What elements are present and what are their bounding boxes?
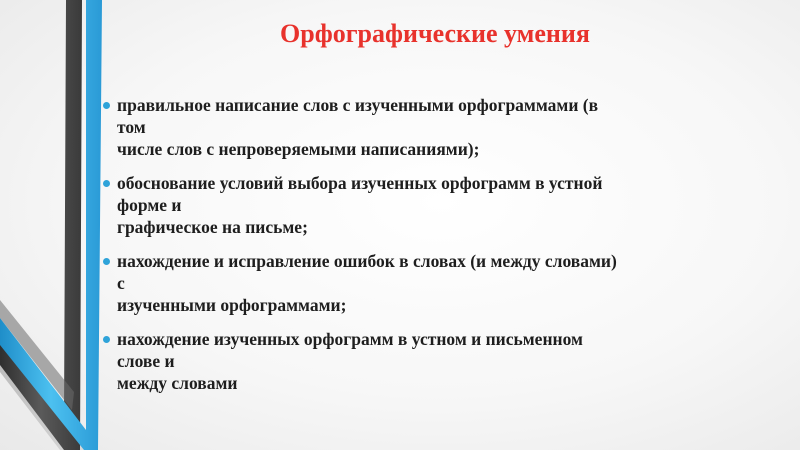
bullet-text-line: графическое на письме; [117,217,308,237]
bullet-text-line: с [117,273,125,293]
bullet-list [100,94,780,406]
bullet-text-line: изученными орфограммами; [117,295,347,315]
bullet-dot-icon [103,258,110,265]
bullet-text-line: нахождение и исправление ошибок в словах (и между словами) [117,251,617,271]
bullet-text-line: между словами [117,373,238,393]
list-item [100,250,780,316]
bullet-text-line: том [117,117,146,137]
bullet-dot-icon [103,180,110,187]
list-item [100,172,780,238]
bullet-text-line: форме и [117,195,182,215]
list-item [100,94,780,160]
bullet-text-line: слове и [117,351,175,371]
bullet-text-line: нахождение изученных орфограмм в устном и письменном [117,329,583,349]
bullet-text-line: числе слов с непроверяемыми написаниями); [117,139,480,159]
bullet-text-line: обоснование условий выбора изученных орфограмм в устной [117,173,603,193]
bullet-dot-icon [103,336,110,343]
list-item [100,328,780,394]
bullet-dot-icon [103,102,110,109]
bullet-text-line: правильное написание слов с изученными орфограммами (в [117,95,599,115]
slide-title: Орфографические умения [280,19,590,48]
